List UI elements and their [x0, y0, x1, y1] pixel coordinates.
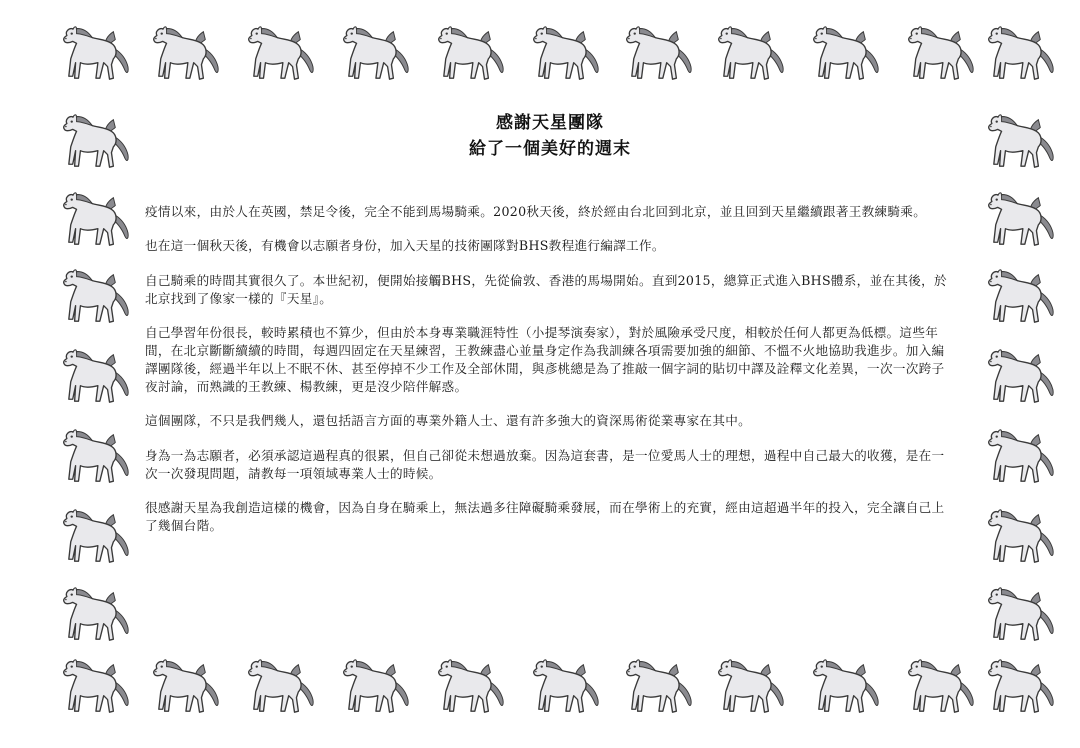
paragraph-3: 自己騎乘的時間其實很久了。本世紀初，便開始接觸BHS，先從倫敦、香港的馬場開始。直到2015，總算正式進入BHS體系，並在其後，於北京找到了像家一樣的『天星』。	[145, 273, 947, 306]
horse-icon	[335, 22, 413, 84]
horse-icon	[240, 22, 318, 84]
horse-icon	[525, 22, 603, 84]
horse-icon	[145, 655, 223, 717]
letter-title	[140, 110, 960, 162]
title-line-2: 給了一個美好的週末	[469, 139, 631, 159]
horse-icon	[55, 505, 133, 567]
horse-icon	[980, 425, 1058, 487]
horse-icon	[618, 22, 696, 84]
horse-icon	[980, 22, 1058, 84]
horse-icon	[710, 22, 788, 84]
paragraph-7: 很感謝天星為我創造這樣的機會，因為自身在騎乘上，無法過多往障礙騎乘發展，而在學術上的充實，經由這超過半年的投入，完全讓自己上了幾個台階。	[145, 500, 945, 533]
horse-icon	[980, 655, 1058, 717]
paragraph-4: 自己學習年份很長，較時累積也不算少，但由於本身專業職涯特性（小提琴演奏家），對於風險承受尺度，相較於任何人都更為低標。這些年間，在北京斷斷續續的時間，每週四固定在天星練習，王教練盡心並量身定作為我訓練各項需要加強的細節、不慍不火地協助我進步。加入編譯團隊後，經過半年以上不眠不休、甚至停掉不少工作及全部休閒，與彥桃總是為了推敲一個字詞的貼切中譯及詮釋文化差異，一次一次跨子夜討論，而熟識的王教練、楊教練，更是沒少陪伴解惑。	[145, 325, 945, 394]
horse-icon	[55, 583, 133, 645]
horse-icon	[980, 188, 1058, 250]
horse-icon	[55, 110, 133, 172]
horse-icon	[900, 655, 978, 717]
horse-icon	[430, 655, 508, 717]
horse-icon	[525, 655, 603, 717]
horse-icon	[55, 425, 133, 487]
horse-icon	[980, 345, 1058, 407]
horse-icon	[900, 22, 978, 84]
horse-icon	[980, 505, 1058, 567]
horse-icon	[55, 265, 133, 327]
horse-icon	[335, 655, 413, 717]
horse-icon	[145, 22, 223, 84]
horse-icon	[980, 583, 1058, 645]
horse-icon	[805, 22, 883, 84]
horse-icon	[980, 110, 1058, 172]
horse-icon	[710, 655, 788, 717]
horse-icon	[55, 345, 133, 407]
horse-icon	[55, 655, 133, 717]
horse-icon	[430, 22, 508, 84]
paragraph-1: 疫情以來，由於人在英國，禁足令後，完全不能到馬場騎乘。2020秋天後，終於經由台北回到北京，並且回到天星繼續跟著王教練騎乘。	[145, 204, 927, 219]
title-line-1: 感謝天星團隊	[496, 113, 604, 133]
horse-icon	[240, 655, 318, 717]
horse-icon	[618, 655, 696, 717]
horse-icon	[805, 655, 883, 717]
horse-icon	[980, 265, 1058, 327]
horse-icon	[55, 22, 133, 84]
horse-icon	[55, 188, 133, 250]
letter-body	[145, 203, 950, 551]
paragraph-6: 身為一為志願者，必須承認這過程真的很累，但自己卻從未想過放棄。因為這套書，是一位愛馬人士的理想，過程中自己最大的收獲，是在一次一次發現問題，請教每一項領域專業人士的時候。	[145, 448, 945, 481]
paragraph-5: 這個團隊，不只是我們幾人，還包括語言方面的專業外籍人士、還有許多強大的資深馬術從業專家在其中。	[145, 413, 752, 428]
paragraph-2: 也在這一個秋天後，有機會以志願者身份，加入天星的技術團隊對BHS教程進行編譯工作。	[145, 238, 665, 253]
